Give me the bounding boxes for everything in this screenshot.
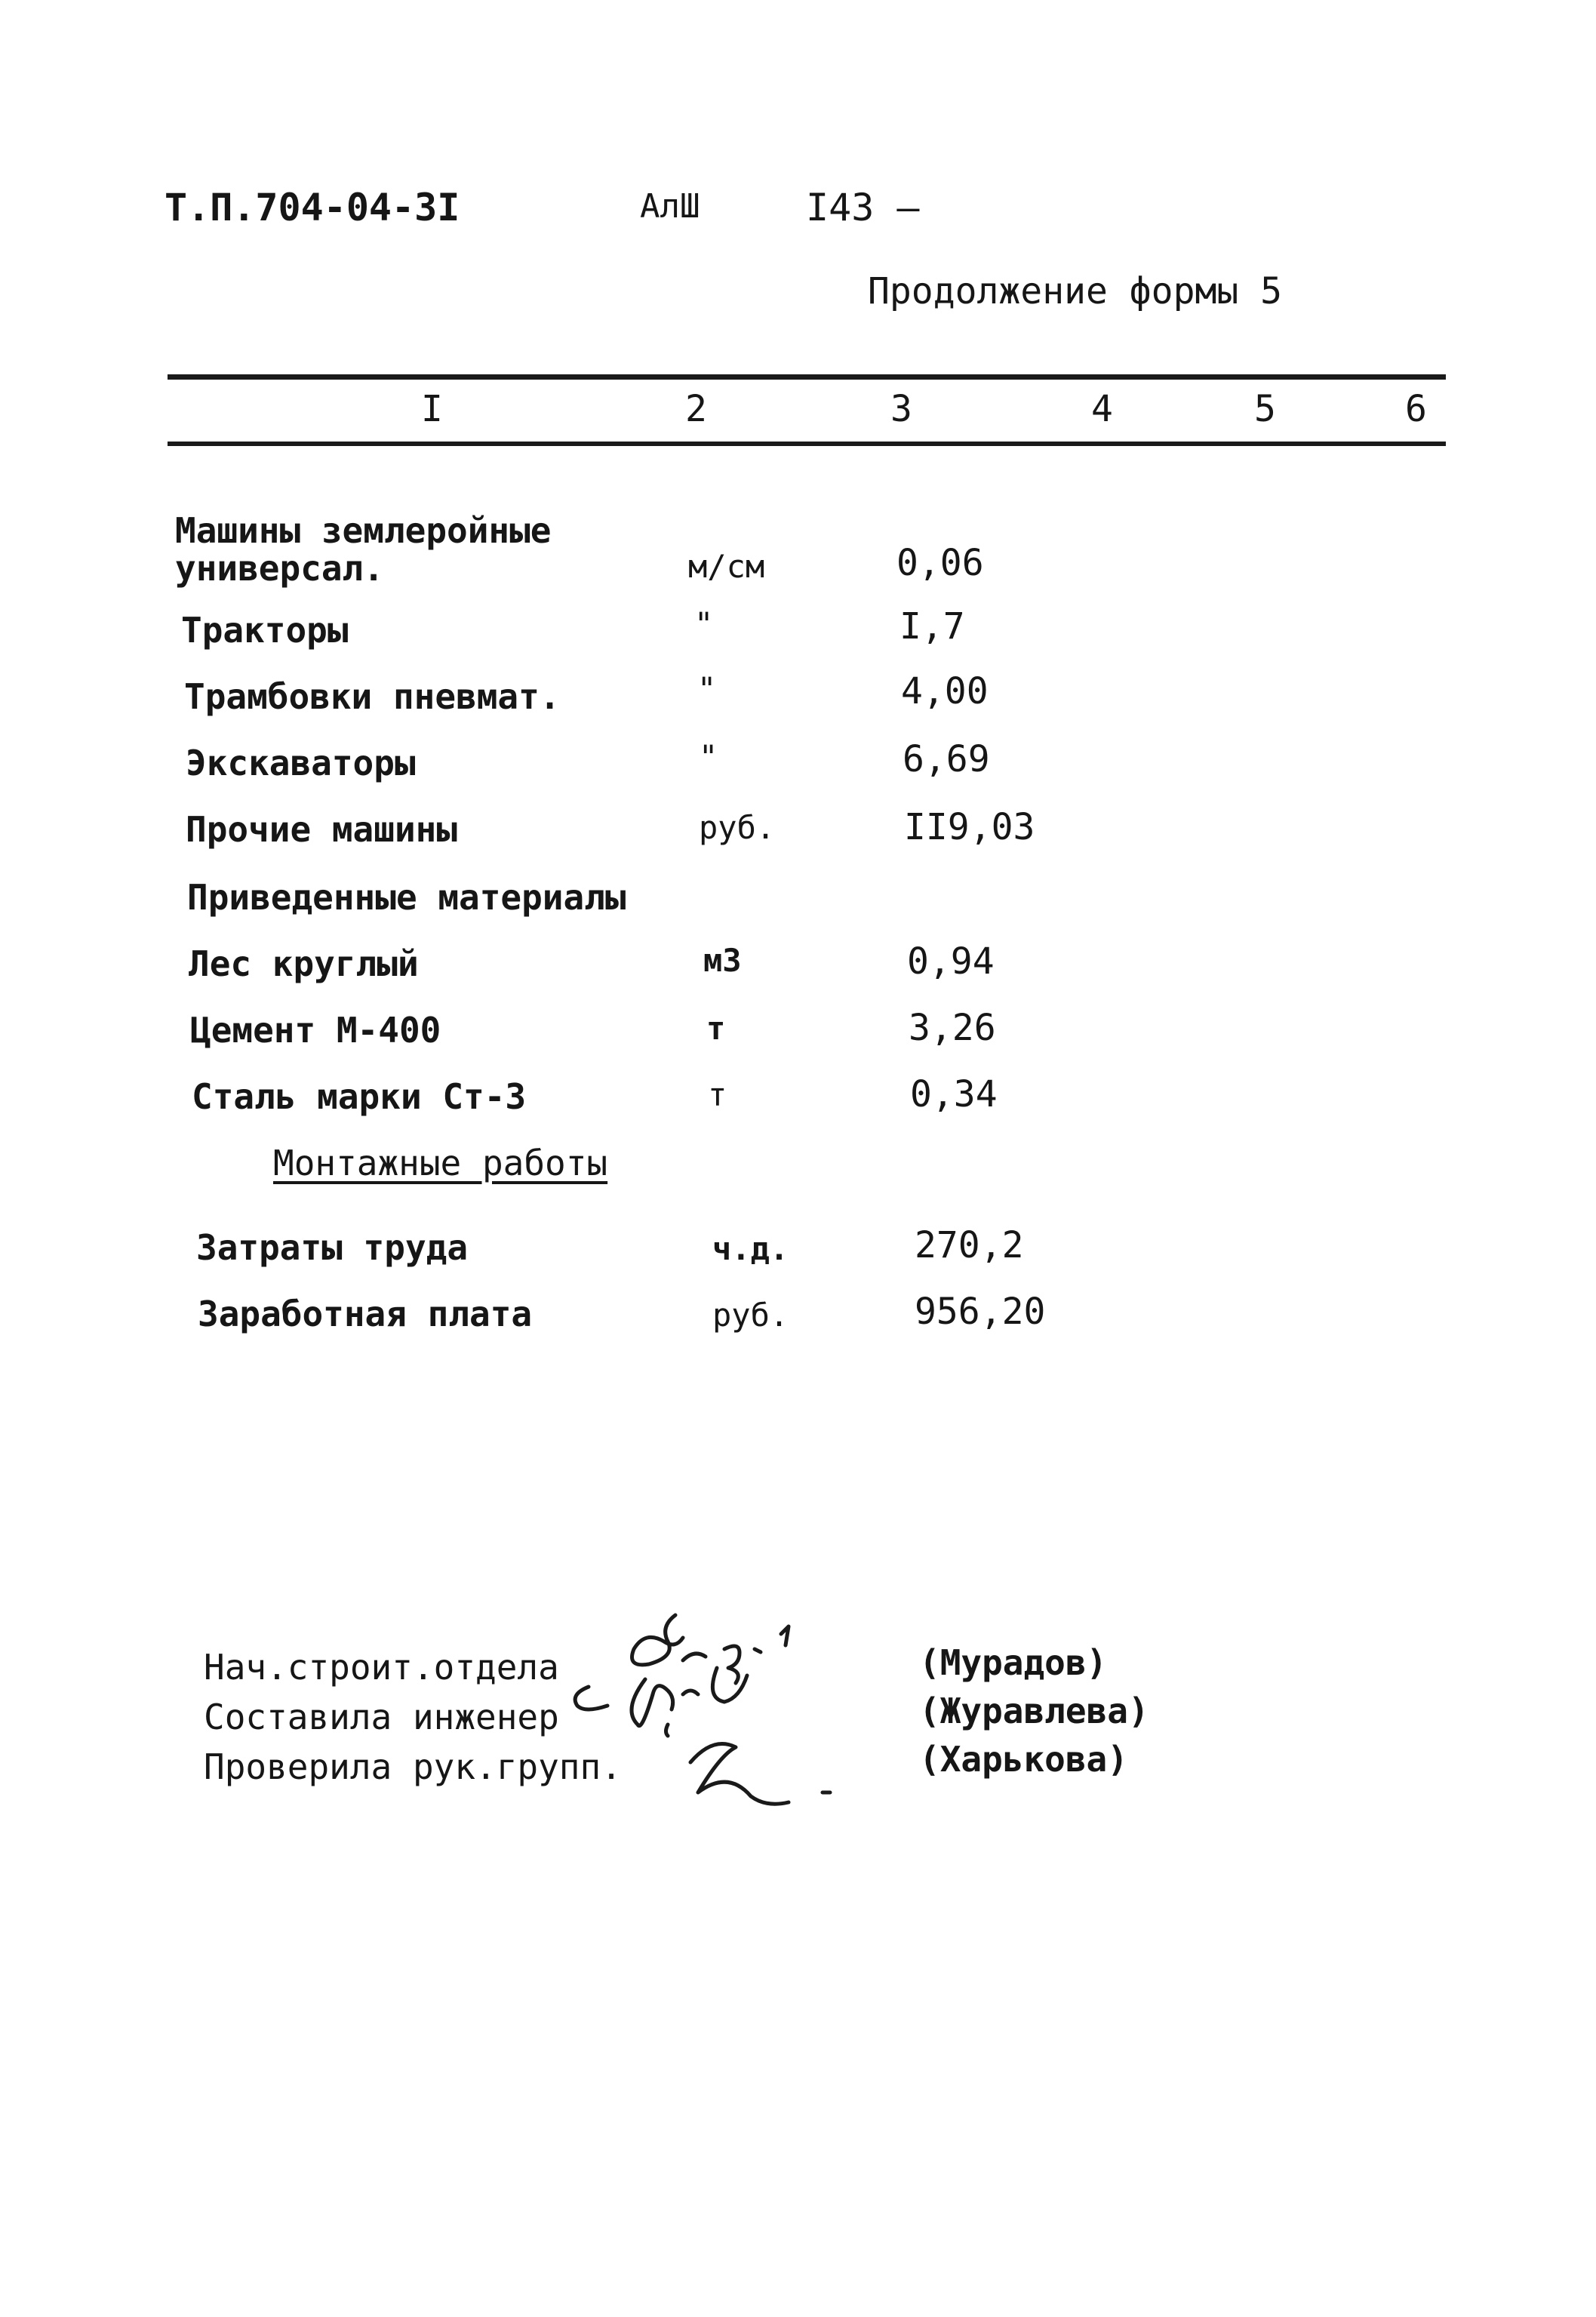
album-label: АлШ [640, 187, 700, 226]
table-row-name: Прочие машины [186, 809, 458, 850]
table-row-unit: " [699, 738, 718, 775]
table-row-unit: руб. [699, 809, 776, 846]
table-row-unit: ч.д. [712, 1230, 789, 1267]
table-row-unit: т [708, 1076, 727, 1113]
table-row-value: 6,69 [903, 738, 990, 780]
table-row-name: Приведенные материалы [187, 877, 626, 918]
signature-name: (Мурадов) [919, 1642, 1108, 1683]
column-number-4: 4 [1091, 388, 1113, 430]
handwritten-signatures [555, 1608, 872, 1849]
table-header-bottom-rule [168, 442, 1446, 446]
table-row-value: І,7 [899, 605, 965, 648]
table-row-name: Машины землеройные [175, 510, 552, 551]
signature-name: (Харькова) [919, 1739, 1128, 1780]
signature-role: Нач.строит.отдела [204, 1647, 559, 1688]
table-row-name: Трамбовки пневмат. [184, 676, 561, 717]
column-number-5: 5 [1254, 388, 1276, 430]
page-number: І43 — [806, 186, 920, 229]
table-row-name: Затраты труда [196, 1227, 469, 1268]
table-row-name: универсал. [175, 548, 384, 589]
table-row-value: 956,20 [915, 1291, 1046, 1333]
column-number-2: 2 [685, 388, 707, 430]
table-row-value: 4,00 [901, 670, 989, 712]
table-row-name: Сталь марки Ст-3 [192, 1076, 527, 1117]
table-row-unit: т [706, 1010, 726, 1047]
table-row-value: 0,94 [907, 940, 995, 983]
column-number-3: 3 [890, 388, 912, 430]
signature-role: Составила инженер [204, 1697, 559, 1737]
signature-role: Проверила рук.групп. [204, 1746, 622, 1787]
table-top-rule [168, 374, 1446, 380]
table-row-name: Лес круглый [189, 943, 419, 984]
section-heading-mounting: Монтажные работы [273, 1143, 608, 1183]
column-number-1: І [421, 388, 443, 430]
signature-name: (Журавлева) [919, 1691, 1149, 1731]
table-row-name: Тракторы [181, 610, 349, 651]
table-row-value: ІІ9,03 [904, 806, 1035, 848]
column-number-6: 6 [1405, 388, 1427, 430]
table-row-unit: м/см [688, 548, 765, 585]
table-row-unit: м3 [703, 942, 742, 979]
table-row-unit: " [697, 670, 717, 707]
table-row-unit: руб. [712, 1297, 789, 1334]
table-row-name: Заработная плата [198, 1294, 533, 1334]
table-row-value: 270,2 [915, 1224, 1024, 1266]
table-row-unit: " [694, 605, 714, 642]
table-row-name: Экскаваторы [186, 743, 416, 783]
table-row-value: 3,26 [909, 1007, 996, 1049]
table-row-value: 0,34 [910, 1073, 998, 1115]
table-row-name: Цемент М-400 [190, 1010, 441, 1051]
document-code: Т.П.704-04-3І [165, 186, 460, 229]
table-row-value: 0,06 [896, 542, 984, 584]
form-continuation-title: Продолжение формы 5 [868, 270, 1283, 312]
